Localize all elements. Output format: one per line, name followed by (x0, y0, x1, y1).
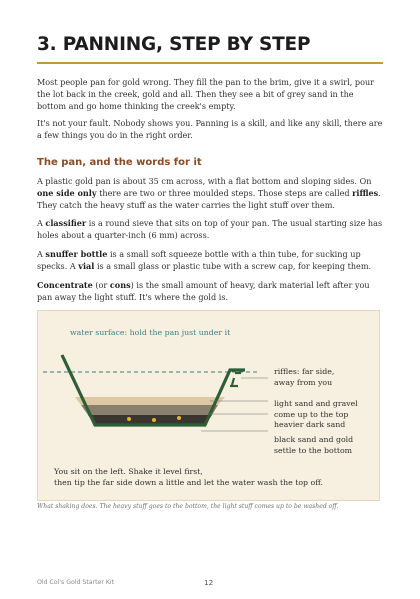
light-sand-label-line-1: light sand and gravel (274, 399, 358, 408)
riffles-label (274, 367, 334, 388)
pan-text-c: there are two or three moulded steps. Those steps are called (96, 188, 353, 198)
riffles-label-line-2: away from you (274, 377, 333, 387)
light-sand-label (274, 399, 358, 420)
term-snuffer-bottle: snuffer bottle (45, 249, 108, 259)
black-sand-label-line-2: settle to the bottom (274, 445, 353, 455)
bottle-text-a: A (37, 249, 46, 259)
intro-paragraph-1: Most people pan for gold wrong. They fill the pan to the brim, give it a swirl, pour the lot back in the creek, gold and all. Then they see a bit of grey sand in the bottom and go home thinking the creek's empty. (37, 77, 375, 111)
instruction-line-1: You sit on the left. Shake it level first, (54, 467, 203, 476)
footer-book-title: Old Col's Gold Starter Kit (37, 579, 115, 586)
black-sand-label (274, 435, 353, 456)
bottle-paragraph (37, 248, 384, 272)
water-surface-label: water surface: hold the pan just under it (70, 328, 231, 337)
pan-paragraph (37, 175, 384, 211)
term-concentrate: Concentrate (37, 280, 93, 290)
classifier-text-c: is a round sieve that sits on top of your pan. The usual starting size has holes about a quarter-inch (6 mm) across. (37, 218, 383, 240)
black-sand-label-line-1: black sand and gold (274, 435, 354, 444)
gold-speck (127, 417, 131, 421)
section-subheading: The pan, and the words for it (37, 157, 202, 168)
pan-text-a: A plastic gold pan is about 35 cm across, with a flat bottom and sloping sides. On (37, 176, 372, 186)
dark-sand-label: heavier dark sand (274, 420, 346, 429)
instruction-line-2: then tip the far side down a little and let the water wash the top off. (54, 477, 323, 487)
classifier-paragraph (37, 217, 384, 241)
light-sand-label-line-2: come up to the top (274, 409, 349, 419)
classifier-text-a: A (37, 218, 46, 228)
term-vial: vial (78, 261, 95, 271)
figure-instruction (54, 467, 323, 488)
gold-speck (152, 418, 156, 422)
pan-text-e: . They catch the heavy stuff as the water carries the light stuff over them. (37, 188, 381, 210)
dark-sand-layer (81, 405, 218, 415)
riffles-label-line-1: riffles: far side, (274, 367, 335, 376)
riffle-step (232, 378, 234, 385)
gold-speck (177, 416, 181, 420)
term-classifier: classifier (45, 218, 87, 228)
light-sand-layer (75, 397, 225, 405)
term-cons: cons (109, 280, 131, 290)
page-number: 12 (204, 578, 214, 587)
concentrate-paragraph (37, 279, 384, 303)
pan-term-one-side: one side only (37, 188, 97, 198)
intro-paragraph-2: It's not your fault. Nobody shows you. Panning is a skill, and like any skill, there are a few things you do in the right order. (37, 118, 383, 140)
conc-text-b: (or (92, 280, 110, 290)
bottle-text-c: is a small soft squeeze bottle with a thin tube, for sucking up specks. A (37, 249, 361, 271)
figure-caption: What shaking does. The heavy stuff goes to the bottom, the light stuff comes up to be washed off. (37, 503, 339, 510)
pan-diagram (37, 310, 380, 501)
pan-term-riffles: riffles (352, 188, 379, 198)
conc-text-d: ) is the small amount of heavy, dark material left after you pan away the light stuff. It's where the gold is. (37, 280, 370, 302)
page-title: 3. PANNING, STEP BY STEP (37, 34, 311, 55)
title-underline (37, 62, 383, 64)
bottle-text-e: is a small glass or plastic tube with a screw cap, for keeping them. (94, 261, 372, 271)
